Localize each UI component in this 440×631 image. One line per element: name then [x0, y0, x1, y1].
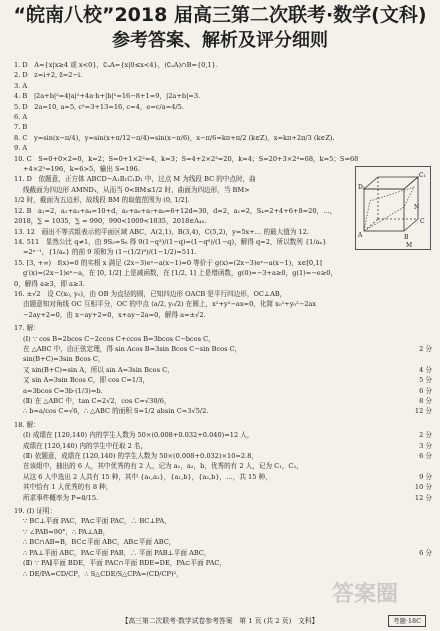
solution-17-heading: 17. 解：: [14, 324, 40, 333]
answer-line: −2ay+2=0，由 x−ay+2=0，x+ay−2a=0，解得 a=±√2.: [23, 310, 206, 319]
solution-step: [14, 451, 432, 461]
solution-step: [14, 344, 432, 354]
step-text: 又 sin A=3sin Bcos C，即 cos C=1/3，: [23, 376, 150, 385]
step-text: (Ⅰ) ∵ cos B=2bcos C−2ccos C+ccos B=3bcos C−bcos C，: [23, 334, 215, 343]
solution-step: [14, 558, 432, 568]
solution-step: [14, 386, 432, 396]
answer-line: 线截面为四边形 AMND₁，从而当 0<BM≤1/2 时，曲面为四边形，当 BM>: [23, 185, 250, 194]
solution-step: [14, 406, 432, 416]
cube-vertex-label: N: [414, 204, 420, 211]
step-score: 4 分: [419, 365, 432, 374]
step-score: 10 分: [414, 483, 432, 492]
exam-code-badge: 考题·18C: [388, 615, 426, 627]
document-subtitle: 参考答案、解析及评分细则: [112, 30, 328, 51]
solution-step: [14, 548, 432, 558]
answer-line: g′(x)=(2x−1)eˣ−a，在 [0, 1/2] 上是减函数，在 [1/2, 1] 上是增函数，g(0)=−3+a≥0，g(1)=−e≥0，: [23, 269, 338, 278]
answer-line: 13. 12 画出不等式组表示的平面区域 ABC，A(2,1)，B(3,4)，C(5,2)，y=5x+… 的最大值为 12.: [14, 227, 310, 236]
step-text: ∵ ∠PAB=90°，∴ PA⊥AB，: [23, 527, 110, 536]
answer-line: 11. D 依题意，正方体 ABCD−A₁B₁C₁D₁ 中，过点 M 为线段 BC 的中点时，曲: [14, 175, 256, 184]
step-score: 6 分: [419, 386, 432, 395]
cube-vertex-label: D₁: [358, 184, 366, 191]
step-text: 所求事件概率为 P=8/15.: [23, 493, 99, 502]
cube-vertex-label: B: [404, 234, 409, 241]
cube-vertex-label: C₁: [419, 172, 426, 179]
answer-line: 16. ±√2 设 C(x₀, y₀)，由 OB 为直径的圆，已知四边形 OACB 是平行四边形，OC⊥AB，: [14, 289, 287, 298]
step-score: 8 分: [419, 397, 432, 405]
step-score: 9 分: [419, 472, 432, 481]
step-text: (Ⅱ) 依题意，成绩在 [120,140) 的学生人数为 50×(0.008+0.032)×10=2.8，: [23, 452, 258, 461]
step-text: 又 sin(B+C)=sin A，所以 sin A=3sin Bcos C，: [23, 365, 174, 374]
cube-diagram: [356, 167, 430, 249]
solution-step: [14, 493, 432, 503]
step-score: [428, 558, 432, 568]
step-text: (Ⅰ) 成绩在 [120,140) 内的学生人数为 50×(0.008+0.032+0.040)=12 人，: [23, 431, 254, 440]
solution-19-heading: 19. (Ⅰ) 证明：: [14, 507, 57, 516]
step-score: 6 分: [419, 452, 432, 461]
answer-line: 4. B |2a+b|²=4|a|²+4a·b+|b|²=16−8+1=9，|2a+b|=3.: [14, 92, 201, 101]
step-text: 从这 6 人中选出 2 人共有 15 种，其中 {a₁,a₂}，{a₁,b}，{a₂,b}，…，共 15 种，: [23, 472, 272, 481]
answer-body: [14, 60, 432, 579]
answer-line: 3. A: [14, 81, 28, 90]
answer-line: 7. B: [14, 123, 28, 132]
answer-line: 10. C S=0+0×2=0，k=2；S=0+1×2²=4，k=3；S=4+2×2³=20，k=4；S=20+3×2⁴=68，k=5；S=68: [14, 154, 359, 163]
step-score: [428, 527, 432, 537]
step-score: [428, 334, 432, 344]
solution-step: [14, 354, 432, 364]
step-text: (Ⅱ) 在 △ABC 中，tan C=2√2，cos C=√30/6，: [23, 397, 171, 405]
answer-line: 12. B a₁=2，a₂+a₃+a₄=10+d，a₅+a₆+a₇+a₈=6+12d=30，d=2，a₁=2，S₄=2+4+6+8=20，…，: [14, 206, 337, 215]
step-score: 6 分: [419, 548, 432, 557]
step-text: ∴ PA⊥平面 ABC，PA⊂平面 PAB，∴ 平面 PAB⊥平面 ABC，: [23, 548, 211, 557]
answer-line: 2018，∑ = 1035，∑ = 990，990<1009<1035，2018∈A₄₅.: [14, 217, 207, 226]
solution-18: [14, 420, 432, 503]
footer-text: 【高三第二次联考·数学试卷参考答案 第 1 页 (共 2 页) 文科】: [121, 617, 319, 625]
solution-step: [14, 537, 432, 547]
solution-step: [14, 472, 432, 482]
step-score: [428, 461, 432, 471]
step-score: 3 分: [419, 441, 432, 450]
answer-line: 6. A: [14, 113, 28, 122]
answer-line: 0，解得 a≥3，即 a≥3.: [14, 279, 85, 288]
answer-line: 8. C y=sin(x−π/4)，y=sin(x+π/12−π/4)=sin(x−π/6)，x−π/6=kπ+π/2 (k∈Z)，x=kπ+2π/3 (k∈Z).: [14, 133, 335, 142]
step-text: ∵ BC⊥平面 PAC，PA⊂平面 PAC，∴ BC⊥PA，: [23, 517, 171, 526]
cube-vertex-label: M: [406, 242, 413, 249]
step-score: 12 分: [414, 407, 432, 416]
step-score: [428, 516, 432, 526]
step-score: 5 分: [419, 376, 432, 385]
step-text: (Ⅱ) ∵ PA∥平面 BDE，平面 PAC∩平面 BDE=DE，PA⊂平面 PAC，: [23, 559, 226, 568]
step-score: 2 分: [419, 344, 432, 353]
solution-step: [14, 527, 432, 537]
solution-step: [14, 441, 432, 451]
solution-17: [14, 323, 432, 417]
step-text: 在 △ABC 中，由正弦定理，得 sin Acos B=3sin Bcos C−sin Bcos C，: [23, 344, 242, 353]
answer-line: 2. D z=i+2, z̄=2−i.: [14, 71, 83, 80]
step-text: sin(B+C)=3sin Bcos C，: [23, 355, 105, 364]
step-text: ∴ BC∩AB=B，BC⊂平面 ABC，AB⊂平面 ABC，: [23, 538, 176, 547]
solution-step: [14, 334, 432, 344]
step-text: a=3bcos C=3b·(1/3)=b.: [23, 386, 103, 395]
answer-line: 9. A: [14, 144, 28, 153]
cube-figure: [355, 166, 431, 250]
answer-line: 15. [3, +∞) f(x)=0 的实根 x 满足 (2x−3)eˣ−a(x−1)=0 等价于 g(x)=(2x−3)eˣ−a(x−1)，x∈[0,1]: [14, 258, 322, 267]
solution-step: [14, 375, 432, 385]
solution-18-heading: 18. 解：: [14, 420, 40, 429]
answer-line: 5. D 2a=10, a=5, c²=3+13=16, c=4，e=c/a=4/5.: [14, 102, 184, 111]
step-score: 12 分: [414, 493, 432, 502]
solution-step: [14, 461, 432, 471]
cube-vertex-label: A: [358, 232, 363, 239]
step-score: 2 分: [419, 431, 432, 440]
answer-line: 1/2 时，截面为五边形，故线段 BM 的取值范围为 (0, 1/2].: [14, 196, 190, 205]
step-text: ∴ b=a/cos C=√6，∴ △ABC 的面积 S=1/2 absin C=3√5/2.: [23, 407, 209, 416]
answer-line: =2ⁿ⁻¹，{1/aₙ} 的前 9 项和为 (1−(1/2)⁹)/(1−1/2)=511.: [23, 248, 197, 257]
step-text: ∴ DE/PA=CD/CP，∴ S△CDE/S△CPA=(CD/CP)²，: [23, 569, 183, 578]
solution-step: [14, 516, 432, 526]
solution-step: [14, 365, 432, 375]
answer-line: +4×2⁵=196，k=6>5，输出 S=196.: [23, 165, 140, 174]
answer-line: 由题意知对角线 OC 互相平分，OC 的中点 (a/2, y₀/2) 在圆上，x²+y²−ax=0，化简 x₀²+y₀²−2ax: [23, 300, 317, 309]
step-text: 其中恰有 1 人优秀的有 8 种，: [23, 483, 113, 492]
page-footer: [14, 614, 426, 628]
step-text: 在该组中，抽出的 6 人，其中优秀的有 2 人，记为 a₁，a₂，b，优秀的有 2 人，记为 C₁，C₂，: [23, 462, 303, 471]
solution-step: [14, 430, 432, 440]
step-text: 成绩在 [120,140) 内的学生中任取 2 名，: [23, 441, 148, 450]
step-score: [428, 537, 432, 547]
step-score: [428, 354, 432, 364]
solution-step: [14, 396, 432, 406]
document-title: “皖南八校”2018 届高三第二次联考·数学(文科): [13, 4, 427, 26]
answer-line: 1. D A={x|x≥4 或 x<0}，∁ᵤA={x|0≤x<4}，(∁ᵤA)∩B={0,1}.: [14, 61, 218, 69]
answer-line: 14. 511 显然公比 q≠1，由 9S₃=S₆ 得 9(1−q³)/(1−q)=(1−q⁶)/(1−q)，解得 q=2，所以数列 {1/aₙ}: [14, 237, 327, 246]
cube-vertex-label: C: [420, 218, 425, 225]
solution-19: [14, 506, 432, 579]
watermark-stamp: 答案圈: [331, 582, 398, 607]
solution-step: [14, 482, 432, 492]
